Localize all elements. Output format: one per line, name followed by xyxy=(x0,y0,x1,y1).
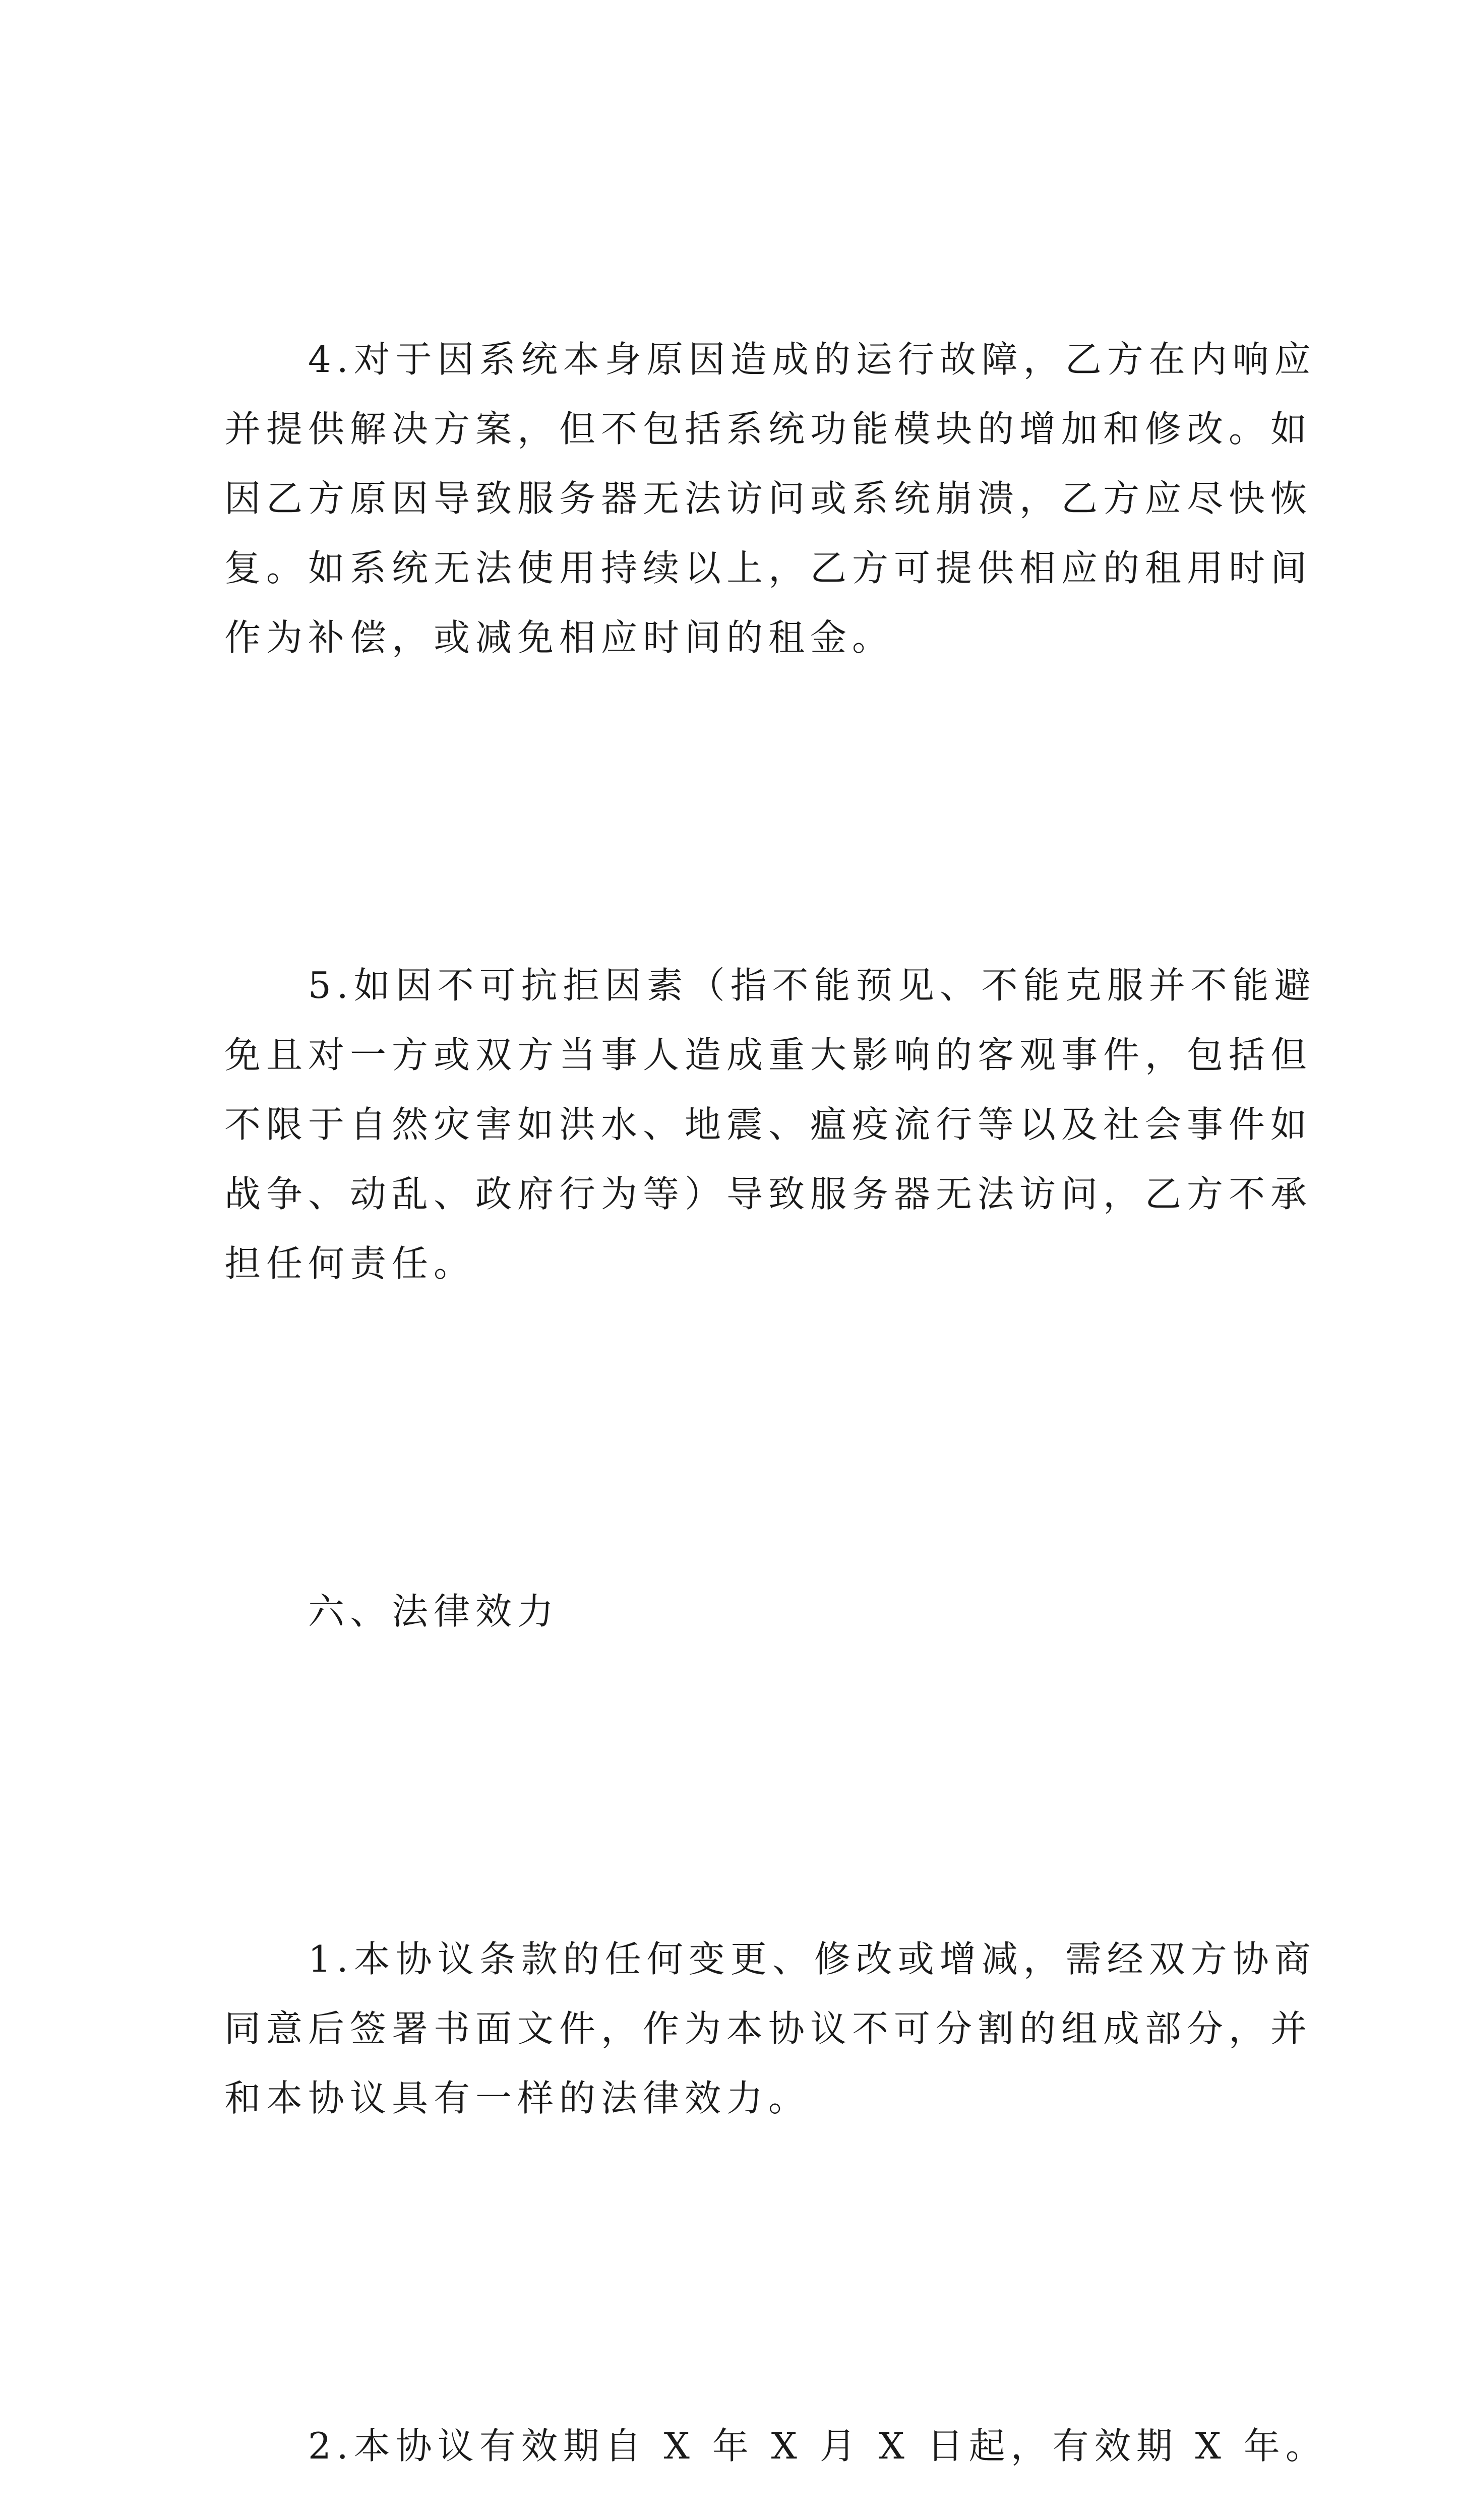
text-line: 5.如因不可抗拒因素（指不能预见、不能克服并不能避 xyxy=(308,964,1316,1006)
paragraph-amendments xyxy=(224,1785,1316,2272)
text-line: 同意后签署书面文件，作为本协议不可分割的组成部分，并 xyxy=(224,2007,1313,2050)
text-line: 并提供解决方案，但不包括系统功能模块的增加和修改。如 xyxy=(224,408,1313,450)
section-heading-text: 六、法律效力 xyxy=(308,1590,560,1632)
text-line: 作为补偿，或减免相应时间的租金。 xyxy=(224,616,894,659)
paragraph-force-majeure xyxy=(224,811,1316,1437)
paragraph-system-fault xyxy=(224,185,1316,811)
paragraph-validity-period xyxy=(224,2272,1327,2520)
document-body xyxy=(224,185,1327,2520)
section-heading-legal-effect xyxy=(224,1437,1253,1785)
text-line: 2.本协议有效期自 X 年 X 月 X 日起，有效期 X 年。 xyxy=(308,2425,1327,2467)
text-line: 和本协议具有一样的法律效力。 xyxy=(224,2077,811,2119)
text-line: 免且对一方或双方当事人造成重大影响的客观事件，包括但 xyxy=(224,1034,1313,1076)
text-line: 担任何责任。 xyxy=(224,1242,476,1285)
text-line: 因乙方原因导致服务器无法访问或系统崩溃，乙方应尽快恢 xyxy=(224,477,1313,520)
text-line: 不限于自然灾害如洪水、地震、瘟疫流行等以及社会事件如 xyxy=(224,1103,1313,1146)
text-line: 4.对于因系统本身原因造成的运行故障，乙方在内响应 xyxy=(308,338,1316,381)
text-line: 复。如系统无法使用持续以上，乙方可提供相应的租用时间 xyxy=(224,547,1313,589)
text-line: 1.本协议条款的任何变更、修改或增减，需经双方协商 xyxy=(308,1938,1316,1980)
text-line: 战争、动乱、政府行为等）导致服务器无法访问，乙方不承 xyxy=(224,1173,1313,1215)
